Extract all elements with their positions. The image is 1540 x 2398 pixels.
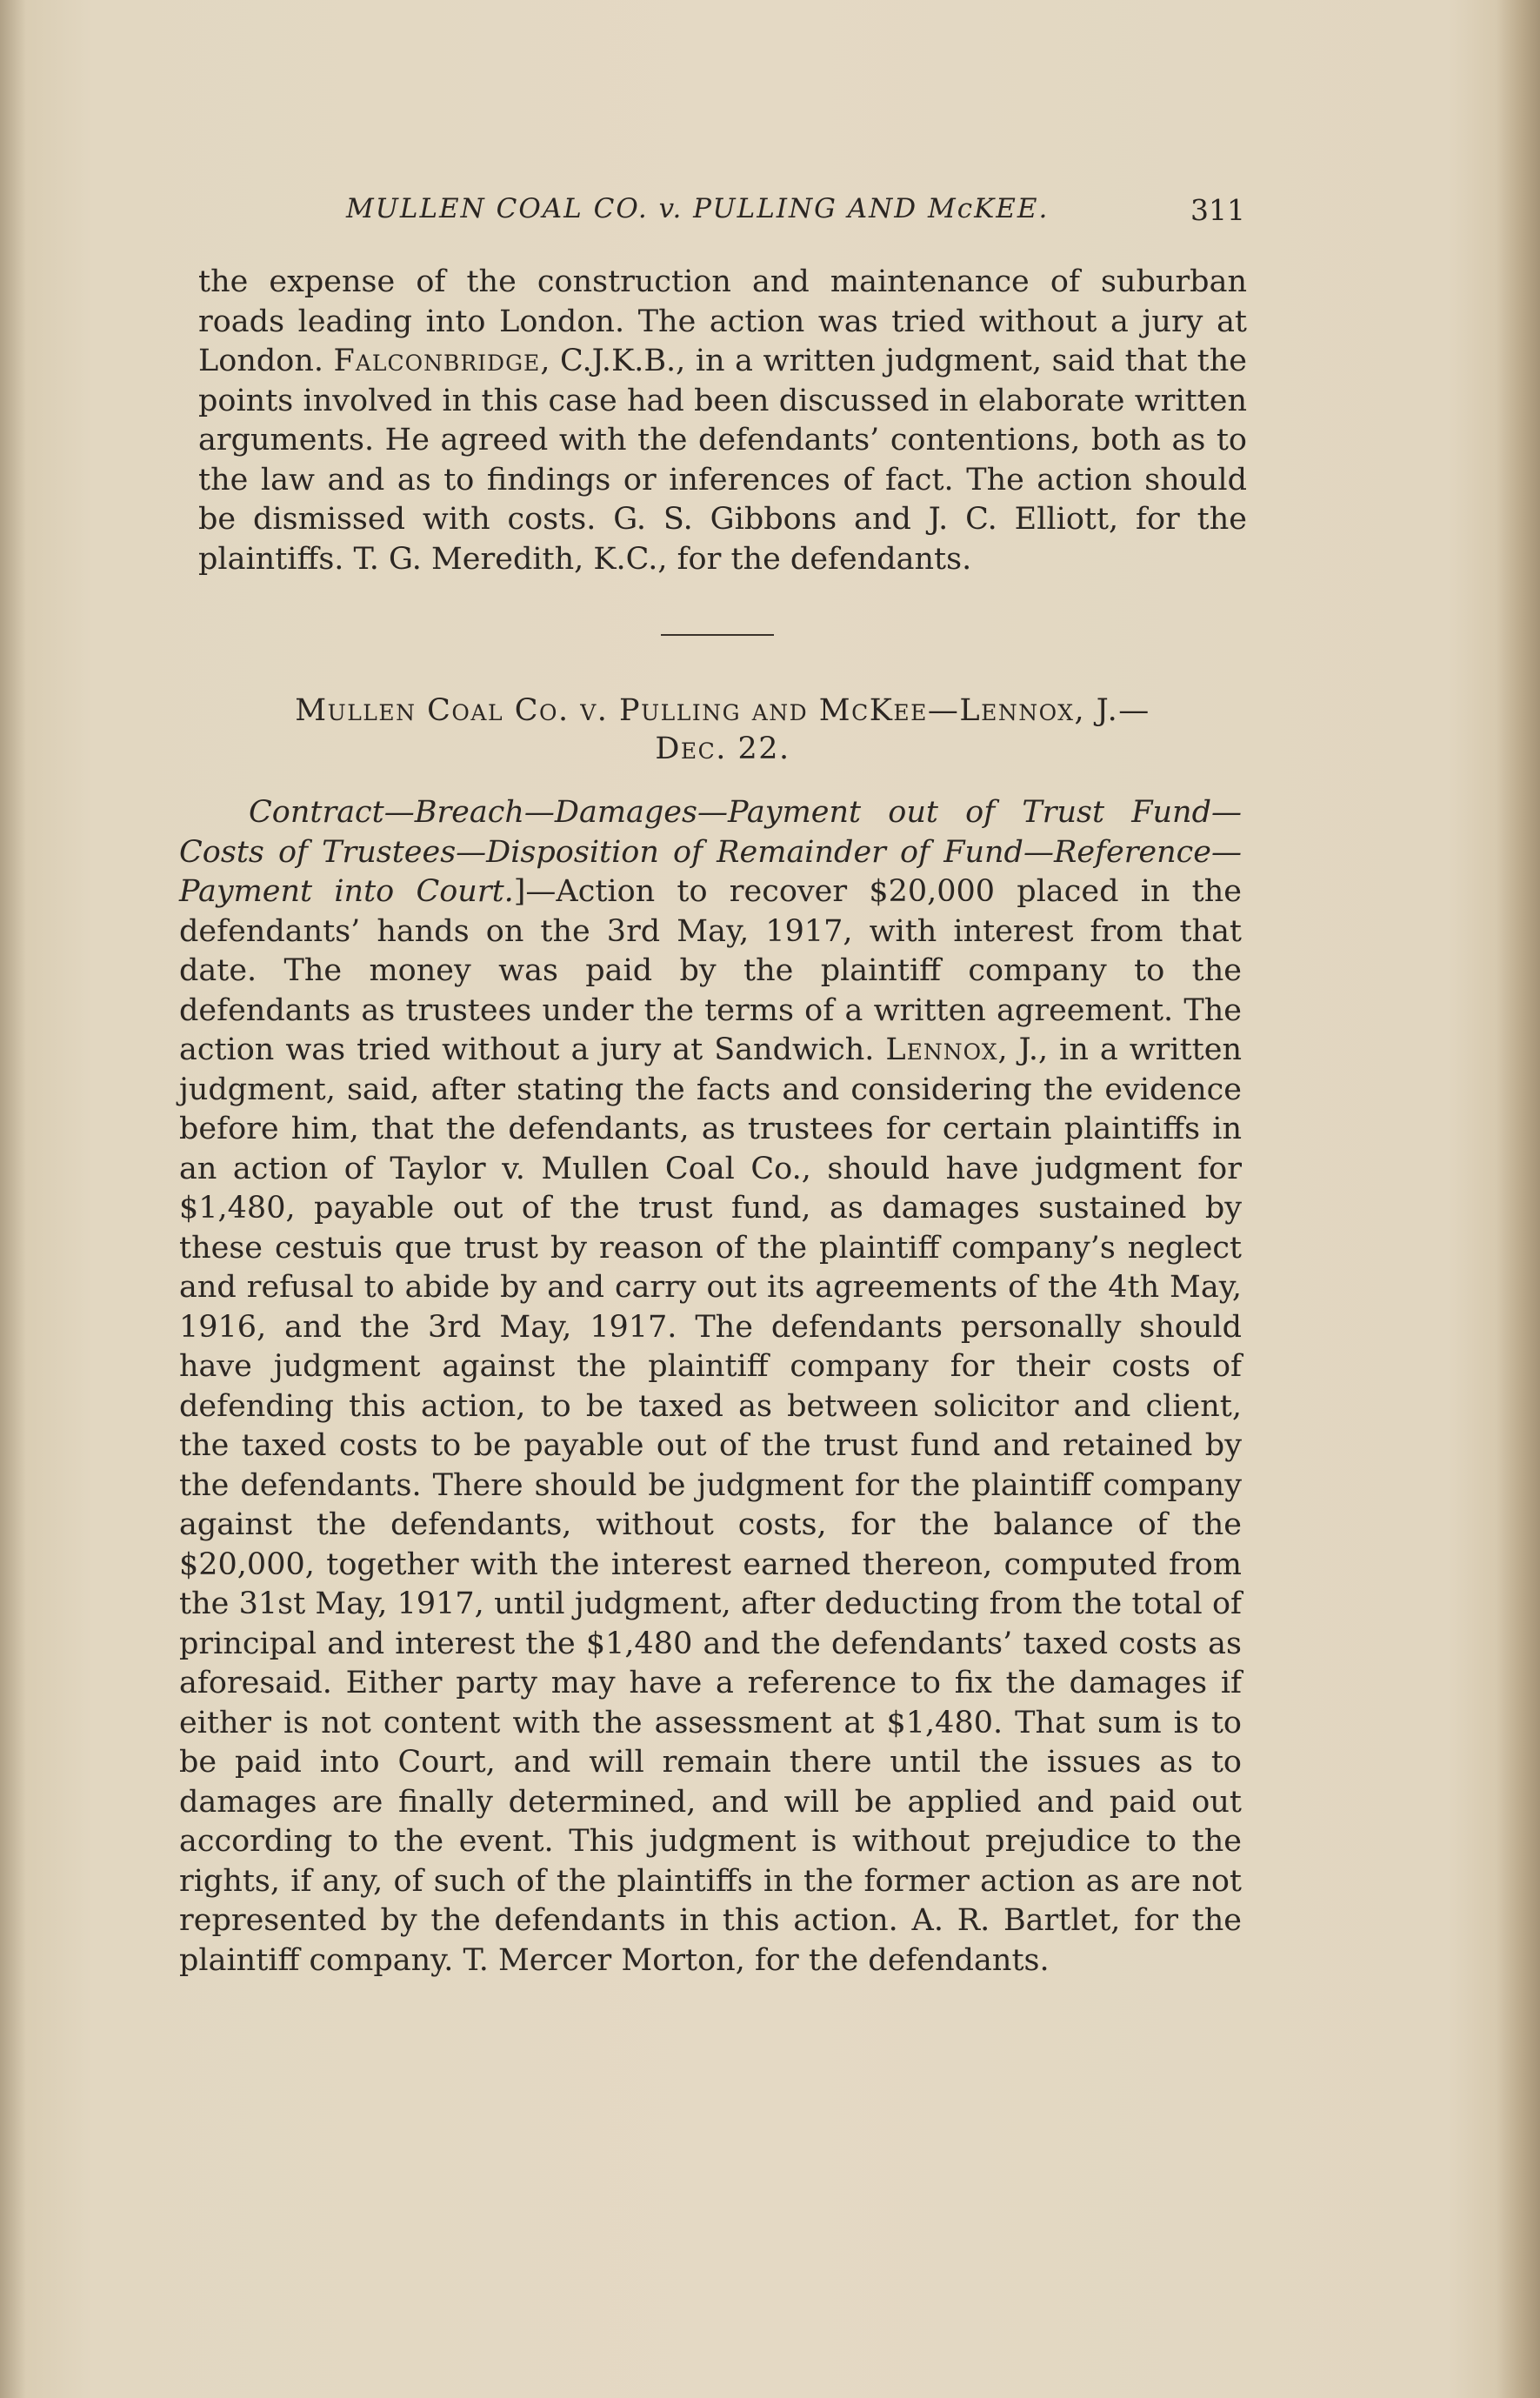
page-edge-shadow <box>1497 0 1540 2398</box>
continued-case-paragraph <box>198 263 1247 579</box>
judge-name-lennox: Lennox <box>885 1032 998 1067</box>
case-heading-line-2: Dec. 22. <box>655 731 790 766</box>
catchwords: Contract—Breach—Damages—Payment out of Trust Fund—Costs of Trustees—Disposition of Remainder of Fund—Reference—Payment into Court. <box>179 795 1242 909</box>
case-text-after-judge: , J., in a written judgment, said, after stating the facts and considering the evidence before him, that the defendants, as trustees for certain plaintiffs in an action of Taylor v. Mullen Coal Co., should have judgment for $1,480, payable out of the trust fund, as damages sustained by these cestuis que trust by reason of the plaintiff company’s neglect and refusal to abide by and carry out its agreements of the 4th May, 1916, and the 3rd May, 1917. The defendants personally should have judgment against the plaintiff company for their costs of defending this action, to be taxed as between solicitor and client, the taxed costs to be payable out of the trust fund and retained by the defendants. There should be judgment for the plaintiff company against the defendants, without costs, for the balance of the $20,000, together with the interest earned thereon, computed from the 31st May, 1917, until judgment, after deducting from the total of principal and interest the $1,480 and the defendants’ taxed costs as aforesaid. Either party may have a reference to fix the damages if either is not content with the assessment at $1,480. That sum is to be paid into Court, and will remain there until the issues as to damages are finally determined, and will be applied and paid out according to the event. This judgment is without prejudice to the rights, if any, of such of the plaintiffs in the former action as are not represented by the defendants in this action. A. R. Bartlet, for the plaintiff company. T. Mercer Morton, for the defendants. <box>179 1032 1242 1978</box>
continued-text-before-judge: the expense of the construction and maintenance of suburban roads leading into London. The action was tried without a jury at London. <box>198 264 1247 378</box>
spine-shadow <box>0 0 26 2398</box>
section-divider-rule <box>661 634 774 636</box>
running-head-title: MULLEN COAL CO. v. PULLING AND McKEE. <box>346 193 1050 224</box>
case-heading <box>198 691 1247 768</box>
running-head <box>346 193 1245 237</box>
case-text-before-judge: ]—Action to recover $20,000 placed in the defendants’ hands on the 3rd May, 1917, with interest from that date. The money was paid by the plaintiff company to the defendants as trustees under the terms of a written agreement. The action was tried without a jury at Sandwich. <box>179 874 1243 1067</box>
judge-name-falconbridge: Falconbridge <box>333 344 541 378</box>
page-number: 311 <box>1190 193 1245 227</box>
case-report-paragraph <box>179 793 1242 1981</box>
continued-text-after-judge: , C.J.K.B., in a written judgment, said that the points involved in this case had been discussed in elaborate written arguments. He agreed with the defendants’ contentions, both as to the law and as to findings or inferences of fact. The action should be dismissed with costs. G. S. Gibbons and J. C. Elliott, for the plaintiffs. T. G. Meredith, K.C., for the defendants. <box>198 344 1247 577</box>
case-heading-line-1: Mullen Coal Co. v. Pulling and McKee—Lennox, J.— <box>295 693 1150 728</box>
